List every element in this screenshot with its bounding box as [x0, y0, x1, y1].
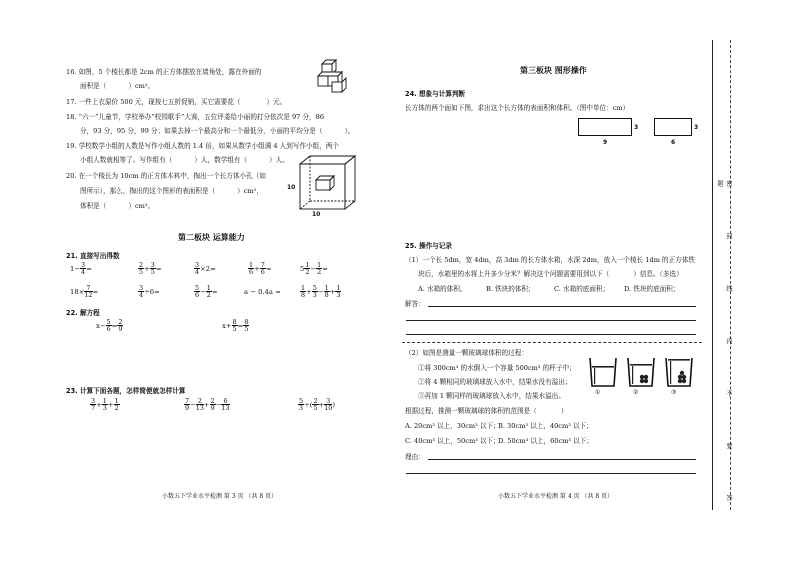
section3-heading: 第三板块 图形操作 — [520, 66, 587, 75]
choice-d: D. 50cm³ 以上，60cm³ 以下； — [498, 437, 593, 445]
calc-r2c3: $\frac{5}{6}$ − $\frac{1}{2}$ = — [195, 284, 218, 300]
q20-line1: 20. 在一个棱长为 10cm 的正方体木料中，掏出一个长方体小孔（如 — [66, 172, 266, 180]
binding-line-left — [712, 40, 713, 510]
answer-label: 解答： — [405, 300, 425, 308]
calc-r2c4: a − 0.4a = — [244, 288, 281, 296]
q16-line1: 16. 如图，5 个棱长都是 2cm 的正方体摆放在墙角处，露在外面的 — [66, 68, 262, 76]
dashed-separator — [402, 342, 702, 343]
reason-line-2[interactable] — [406, 473, 696, 474]
q19-line2: 小组人数就相等了。写作组有（ ）人，数学组有（ ）人。 — [80, 156, 289, 164]
q17: 17. 一件上衣原价 500 元，现按七五折促销，买它需要花（ ）元。 — [66, 98, 287, 106]
reason-line-1[interactable] — [428, 459, 696, 460]
right-footer: 小数五下学业水平检测 第 4 页 （共 8 页） — [498, 493, 614, 500]
q25-1-line2: 块后，水箱里的水将上升多少分米？解决这个问题需要用到以下（ ）信息。（多选） — [418, 270, 683, 278]
left-footer: 小数五下学业水平检测 第 3 页 （共 8 页） — [162, 493, 278, 500]
cup-label-1: ① — [595, 389, 601, 396]
expression-1: $\frac{3}{7}$ + $\frac{1}{3}$ + $\frac{1}{2}$ — [91, 397, 119, 413]
hollow-cube-figure — [292, 154, 364, 216]
choice-a: A. 20cm³ 以上，30cm³ 以下； — [405, 422, 500, 430]
q20-line3: 体积是（ ）cm³。 — [80, 202, 155, 210]
option-d: D. 铁块的底面积； — [624, 285, 680, 293]
q18-line1: 18. “六一”儿童节，学校举办“校园歌手”大赛，五位评委给小丽的打分依次是 97 分，86 — [66, 113, 325, 121]
calc-r1c4: $\frac{1}{6}$ + $\frac{7}{6}$ = — [249, 261, 272, 277]
step-3: ③再加 1 颗同样的玻璃球放入水中，结果水溢出。 — [418, 392, 565, 400]
q25-heading: 25. 操作与记录 — [405, 242, 452, 250]
reason-label: 理由： — [405, 453, 425, 461]
rect2-height-label: 3 — [694, 124, 699, 131]
q22-heading: 22. 解方程 — [66, 309, 100, 317]
q19-line1: 19. 学校数学小组的人数是写作小组人数的 1.4 倍，如果从数学小组调 4 人到写作小组，两个 — [66, 142, 340, 150]
calc-r1c3: $\frac{3}{4}$ ×2= — [195, 261, 216, 277]
q16-line2: 面积是（ ）cm²。 — [80, 82, 155, 90]
q25-1-line1: （1）一个长 5dm，宽 4dm，高 3dm 的长方体水箱，水深 2dm，放入一个棱长 1dm 的正方体铁 — [405, 256, 696, 264]
choice-c: C. 40cm³ 以上，50cm³ 以下； — [405, 437, 500, 445]
equation-2: x+ $\frac{8}{5}$ = $\frac{8}{5}$ — [222, 318, 249, 334]
option-a: A. 水箱的体积。 — [418, 285, 467, 293]
answer-line-2[interactable] — [406, 320, 696, 321]
rect2-width-label: 6 — [671, 139, 676, 146]
beaker-figures — [586, 356, 700, 396]
step-1: ①将 300cm³ 的水倒入一个容量 500cm³ 的杯子中； — [418, 364, 576, 372]
calc-r1c1: 1− $\frac{3}{4}$ = — [70, 261, 92, 277]
q23-heading: 23. 计算下面各题，怎样简便就怎样计算 — [66, 387, 186, 395]
cube-side-label: 10 — [287, 184, 296, 191]
rect1-width-label: 9 — [603, 139, 608, 146]
option-c: C. 水箱的底面积； — [554, 285, 610, 293]
calc-r1c2: $\frac{2}{5}$ + $\frac{3}{5}$ = — [139, 261, 162, 277]
q18-line2: 分，93 分，95 分，99 分；如果去掉一个最高分和一个最低分，小丽的平均分是（ ）。 — [80, 127, 355, 135]
calc-r2c2: $\frac{3}{4}$ ÷6= — [139, 284, 160, 300]
option-b: B. 铁块的体积； — [486, 285, 535, 293]
q21-heading: 21. 直接写出得数 — [66, 252, 120, 260]
step-2: ②将 4 颗相同的玻璃球放入水中，结果水没有溢出； — [418, 378, 572, 386]
seal-line-notice: 密 封 线 内 不 要 答 题 — [716, 180, 733, 523]
cup-label-3: ③ — [671, 389, 677, 396]
face-rectangle-1 — [578, 118, 632, 136]
cup-label-2: ② — [633, 389, 639, 396]
section2-heading: 第二板块 运算能力 — [178, 233, 245, 242]
choice-b: B. 30cm³ 以上，40cm³ 以下； — [498, 422, 593, 430]
expression-3: $\frac{5}{3}$ ÷( $\frac{2}{5}$ + $\frac{3}{10}$ ) — [299, 397, 336, 413]
q20-line2: 图所示），那么，掏出的这个图形的表面积是（ ）cm²， — [80, 187, 263, 195]
calc-r2c5: $\frac{1}{8}$ + $\frac{5}{3}$ − $\frac{1}{8}$ + $\frac{1}{3}$ — [301, 284, 341, 300]
answer-line-3[interactable] — [406, 334, 696, 335]
equation-1: x− $\frac{5}{6}$ = $\frac{2}{9}$ — [96, 318, 123, 334]
q25-2-intro: （2）如图是测量一颗玻璃球体积的过程： — [405, 349, 528, 357]
cube-stack-figure — [314, 58, 354, 94]
cube-bottom-label: 10 — [312, 211, 321, 218]
q24-heading: 24. 想象与计算判断 — [405, 90, 466, 98]
calc-r1c5: 5 $\frac{1}{2}$ − $\frac{1}{2}$ = — [300, 261, 328, 277]
expression-2: $\frac{7}{9}$ − $\frac{2}{13}$ + $\frac{2}{9}$ − $\frac{6}{13}$ — [185, 397, 230, 413]
inference-question: 根据过程，推测一颗玻璃球的体积的范围是（ ） — [405, 407, 568, 415]
face-rectangle-2 — [654, 118, 692, 136]
rect1-height-label: 3 — [634, 124, 639, 131]
calc-r2c1: 18× $\frac{7}{12}$ = — [70, 284, 99, 300]
q24-text: 长方体的两个面如下图，求出这个长方体的表面积和体积。（图中单位：cm） — [405, 104, 630, 112]
answer-line-1[interactable] — [428, 306, 696, 307]
